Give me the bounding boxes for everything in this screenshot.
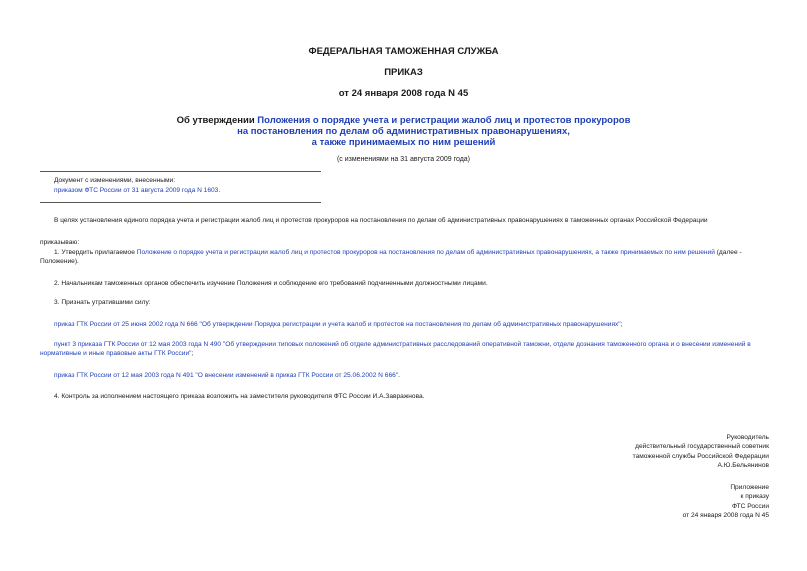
repeal-3-suffix: . [398,372,400,379]
title-link-part-3[interactable]: а также принимаемых по ним решений [311,137,496,148]
amendments-entry [54,186,220,195]
divider-bottom [40,202,321,203]
appendix-line-4: от 24 января 2008 года N 45 [682,511,769,519]
repeal-1-link[interactable]: приказ ГТК России от 25 июня 2002 года N 666 "Об утверждении Порядка регистрации и учета жалоб и протестов на постановления по делам об административных правонарушениях" [54,321,621,328]
document-date-heading: от 24 января 2008 года N 45 [338,88,469,99]
amendments-suffix: . [218,187,221,194]
item-4-paragraph: 4. Контроль за исполнением настоящего приказа возложить на заместителя руководителя ФТС России И.А.Завражнова. [54,393,425,400]
organization-heading: ФЕДЕРАЛЬНАЯ ТАМОЖЕННАЯ СЛУЖБА [308,46,499,57]
title-line-1 [0,115,807,126]
repeal-2-paragraph [40,340,770,358]
item-1-prefix: 1. Утвердить прилагаемое [54,249,137,256]
item-1-paragraph [40,248,770,266]
appendix-line-1: Приложение [730,484,769,491]
signature-line-1: Руководитель [726,434,769,441]
signature-line-3: таможенной службы Российской Федерации [632,452,769,460]
document-title [0,115,807,148]
order-word: приказываю: [40,239,80,246]
signature-block [633,433,769,470]
repeal-1-paragraph [54,320,623,329]
appendix-block [683,483,769,520]
repeal-1-suffix: ; [620,321,623,328]
amendments-link[interactable]: приказом ФТС России от 31 августа 2009 года N 1603 [54,187,219,194]
title-prefix: Об утверждении [176,115,258,126]
changes-note: (с изменениями на 31 августа 2009 года) [336,156,471,163]
signature-line-2: действительный государственный советник [635,443,769,451]
preamble-paragraph: В целях установления единого порядка учета и регистрации жалоб лиц и протестов прокуроров на постановления по делам об административных правонарушениях в таможенных органах Российской Федерации [54,217,708,224]
repeal-3-link[interactable]: приказ ГТК России от 12 мая 2003 года N 491 "О внесении изменений в приказ ГТК России от 25.06.2002 N 666" [54,372,399,379]
repeal-3-paragraph [54,371,400,380]
repeal-2-suffix: ; [191,350,194,357]
document-type-heading: ПРИКАЗ [384,67,423,78]
amendments-label: Документ с изменениями, внесенными: [54,177,176,184]
title-link-part-2[interactable]: на постановления по делам об административных правонарушениях, [237,126,570,137]
item-2-paragraph: 2. Начальникам таможенных органов обеспечить изучение Положения и соблюдение его требований подчиненными должностными лицами. [54,280,488,287]
item-1-suffix: (далее - Положение). [40,249,742,265]
repeal-2-link[interactable]: пункт 3 приказа ГТК России от 12 мая 2003 года N 490 "Об утверждении типовых положений об отделе административных расследований оперативной таможни, отделе дознания таможенного органа и о внесении изменений в нормативные и иные правовые акты ГТК России" [40,341,751,357]
item-3-paragraph: 3. Признать утратившими силу: [54,299,151,306]
appendix-line-2: к приказу [740,493,769,501]
divider-top [40,171,321,172]
signature-line-4: А.Ю.Бельянинов [717,461,769,469]
title-link-part-1[interactable]: Положения о порядке учета и регистрации жалоб лиц и протестов прокуроров [257,115,631,126]
appendix-line-3: ФТС России [732,502,769,510]
item-1-link[interactable]: Положение о порядке учета и регистрации жалоб лиц и протестов прокуроров на постановления по делам об административных правонарушениях, а также принимаемых по ним решений [136,249,715,256]
